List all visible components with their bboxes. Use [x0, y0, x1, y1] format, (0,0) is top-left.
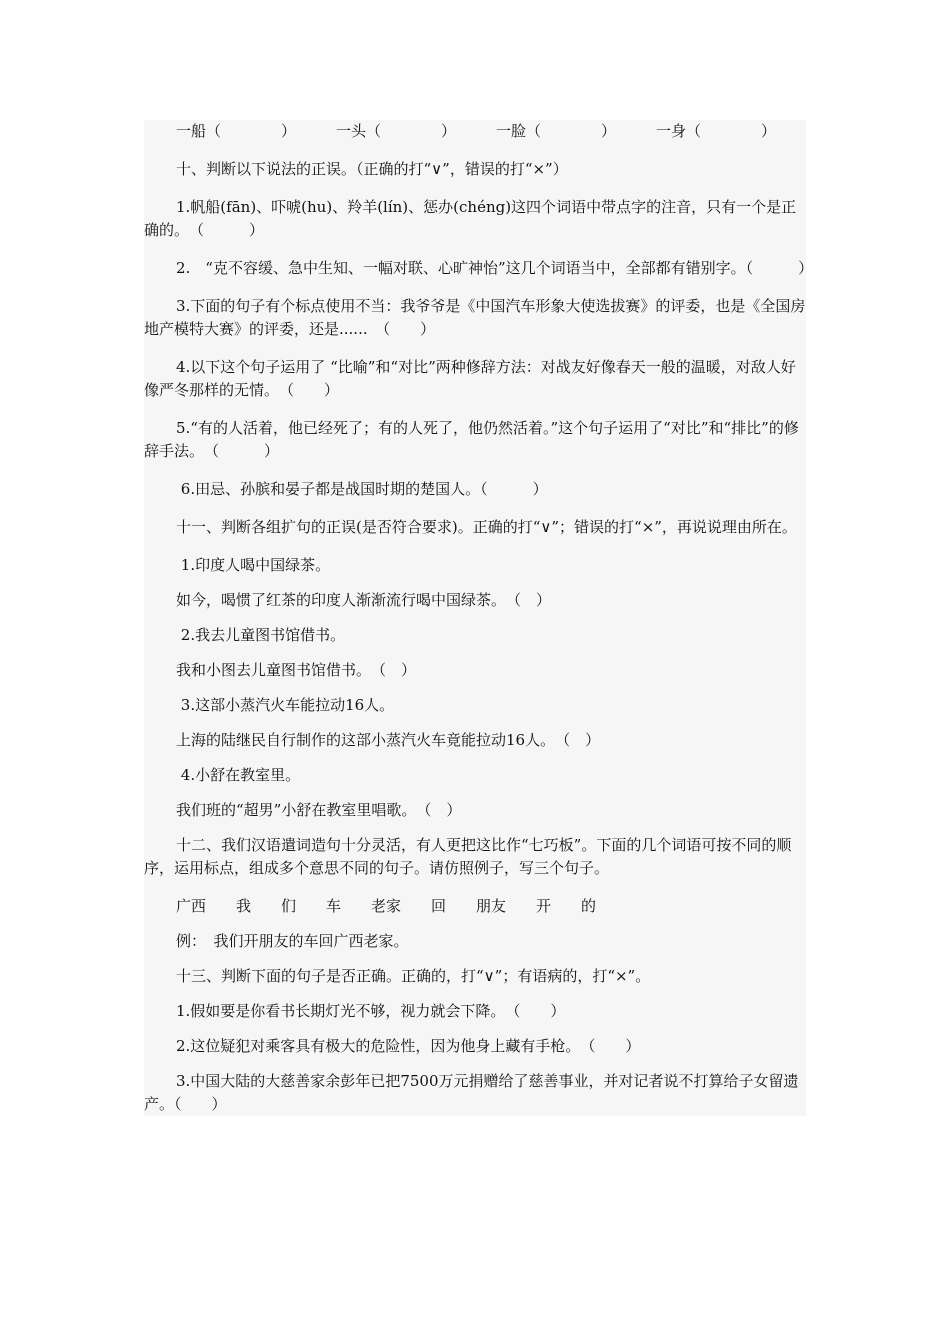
- section-12-title: 十二、我们汉语遣词造句十分灵活，有人更把这比作“七巧板”。下面的几个词语可按不同的顺序，运用标点，组成多个意思不同的句子。请仿照例子，写三个句子。: [144, 836, 792, 877]
- fill-in-row: [144, 120, 806, 143]
- section-12-words: 广西 我 们 车 老家 回 朋友 开 的: [176, 897, 597, 915]
- section-12-example: 例： 我们开朋友的车回广西老家。: [176, 932, 409, 950]
- section-13-title: 十三、判断下面的句子是否正确。正确的，打“∨”；有语病的，打“×”。: [176, 967, 651, 985]
- section-13-item-1: 1.假如要是你看书长期灯光不够，视力就会下降。 （ ）: [176, 1002, 566, 1020]
- section-10-title: 十、判断以下说法的正误。（正确的打“∨”，错误的打“×”）: [176, 160, 568, 178]
- document-page: [144, 120, 814, 1116]
- fill-blank-2: 一头（ ）: [335, 122, 456, 140]
- section-11-expanded-3: 上海的陆继民自行制作的这部小蒸汽火车竟能拉动16人。 （ ）: [176, 731, 601, 749]
- fill-blank-3: 一脸（ ）: [495, 122, 616, 140]
- section-11-original-3: 3.这部小蒸汽火车能拉动16人。: [176, 696, 395, 714]
- section-13-item-3: 3.中国大陆的大慈善家余彭年已把7500万元捐赠给了慈善事业，并对记者说不打算给子女留遗产。（ ）: [144, 1072, 799, 1113]
- section-10-item-6: 6.田忌、孙膑和晏子都是战国时期的楚国人。（ ）: [176, 480, 548, 498]
- section-10-item-3: 3.下面的句子有个标点使用不当：我爷爷是《中国汽车形象大使选拔赛》的评委，也是《全国房地产模特大赛》的评委，还是...... （ ）: [144, 297, 806, 338]
- fill-blank-4: 一身（ ）: [655, 122, 776, 140]
- section-10-item-2: 2. “克不容缓、急中生知、一幅对联、心旷神怡”这几个词语当中，全部都有错别字。（ ）: [176, 259, 814, 277]
- section-11-original-4: 4.小舒在教室里。: [176, 766, 301, 784]
- section-10-item-4: 4.以下这个句子运用了 “比喻”和“对比”两种修辞方法：对战友好像春天一般的温暖，对敌人好像严冬那样的无情。 （ ）: [144, 358, 796, 399]
- section-11-title: 十一、判断各组扩句的正误(是否符合要求)。正确的打“∨”；错误的打“×”，再说说理由所在。: [176, 518, 797, 536]
- section-10-item-1: 1.帆船(fān)、吓唬(hu)、羚羊(lín)、惩办(chéng)这四个词语中带点字的注音，只有一个是正确的。 （ ）: [144, 198, 797, 239]
- section-10-item-5: 5.“有的人活着，他已经死了；有的人死了，他仍然活着。”这个句子运用了“对比”和“排比”的修辞手法。 （ ）: [144, 419, 799, 460]
- section-11-original-1: 1.印度人喝中国绿茶。: [176, 556, 331, 574]
- fill-blank-1: 一船（ ）: [176, 122, 297, 140]
- section-11-original-2: 2.我去儿童图书馆借书。: [176, 626, 346, 644]
- section-13-item-2: 2.这位疑犯对乘客具有极大的危险性，因为他身上藏有手枪。 （ ）: [176, 1037, 641, 1055]
- section-11-expanded-1: 如今，喝惯了红茶的印度人渐渐流行喝中国绿茶。 （ ）: [176, 591, 552, 609]
- section-11-expanded-2: 我和小图去儿童图书馆借书。 （ ）: [176, 661, 417, 679]
- section-11-expanded-4: 我们班的“超男”小舒在教室里唱歌。 （ ）: [176, 801, 462, 819]
